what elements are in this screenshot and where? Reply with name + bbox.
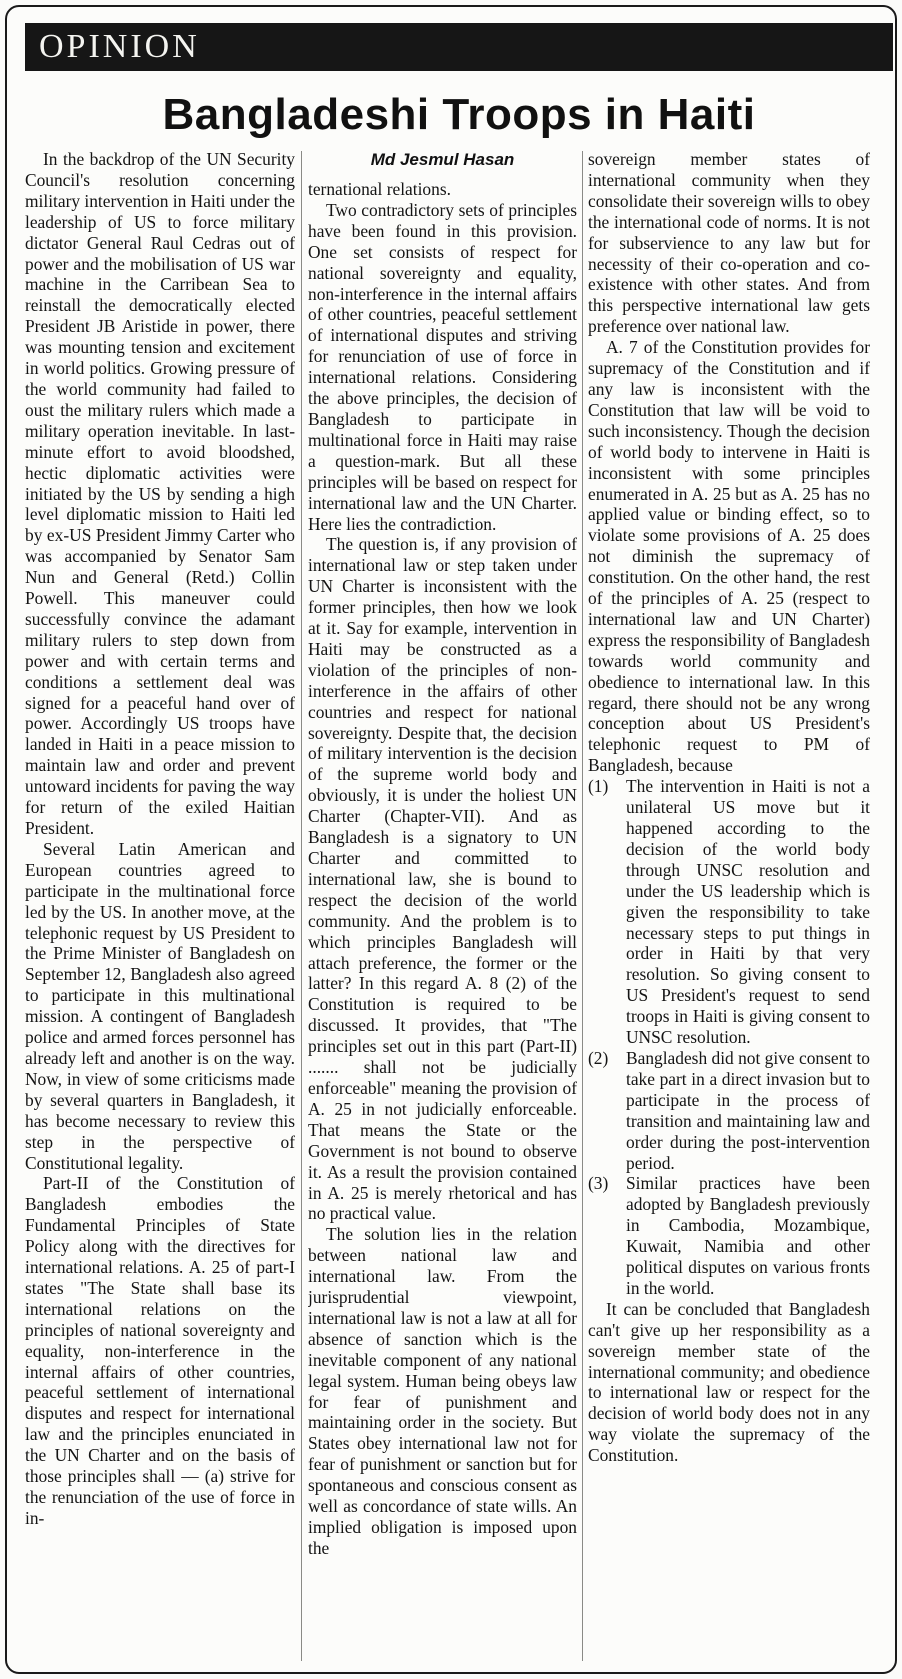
article-byline: Md Jesmul Hasan <box>370 150 515 169</box>
article-paragraph: Two contradictory sets of principles have been found in this provision. One set consists of respect for national sovereignty and equality, non-interference in the internal affairs of other countries, peaceful settlement of international disputes and striving for renunciation of use of force in international relations. Considering the above principles, the decision of Bangladesh to participate in multinational force in Haiti may raise a question-mark. But all these principles will be based on respect for international law and the UN Charter. Here lies the contradiction. <box>308 199 577 534</box>
article-paragraph: Several Latin American and European countries agreed to participate in the multinational force led by the US. In another move, at the telephonic request by US President to the Prime Minister of Bangladesh on September 12, Bangladesh also agreed to participate in this multinational mission. A contingent of Bangladesh police and armed forces personnel has already left and another is on the way. Now, in view of some criticisms made by several quarters in Bangladesh, it has become necessary to review this step in the perspective of Constitutional legality. <box>25 838 295 1173</box>
list-item-text: Bangladesh did not give consent to take part in a direct invasion but to participate in the process of transition and maintaining law and order during the post-intervention period. <box>626 1047 870 1173</box>
article-paragraph: sovereign member states of international community when they consolidate their sovereign wills to obey the international code of norms. It is not for subservience to any law but for necessity of their co-operation and co-existence with other states. And from this perspective international law gets preference over national law. <box>588 149 870 337</box>
article-paragraph: The question is, if any provision of international law or step taken under UN Charter is inconsistent with the former principles, then how we look at it. Say for example, intervention in Haiti may be constructed as a violation of the principles of non-interference in the affairs of other countries and respect for national sovereignty. Despite that, the decision of military intervention is the decision of the supreme world body and obviously, it is under the holiest UN Charter (Chapter-VII). And as Bangladesh is a signatory to UN Charter and committed to international law, she is bound to respect the decision of the world community. And the problem is to which principles Bangladesh will attach preference, the former or the latter? In this regard A. 8 (2) of the Constitution is required to be discussed. It provides, that "The principles set out in this part (Part-II) ....... shall not be judicially enforceable" meaning the provision of A. 25 in not judicially enforceable. That means the State or the Government is not bound to observe it. As a result the provision contained in A. 25 is merely rhetorical and has no practical value. <box>308 534 577 1224</box>
article-headline: Bangladeshi Troops in Haiti <box>162 90 756 139</box>
section-kicker: OPINION <box>39 28 200 65</box>
article-column-1 <box>25 149 295 1667</box>
list-item <box>588 1173 870 1298</box>
article-paragraph: It can be concluded that Bangladesh can't give up her responsibility as a sovereign member state of the international community; and obedience to international law or respect for the decision of world body does not in any way violate the supremacy of the Constitution. <box>588 1298 870 1466</box>
list-item-number: (3) <box>588 1173 609 1194</box>
article-paragraph: A. 7 of the Constitution provides for supremacy of the Constitution and if any law is inconsistent with the Constitution that law will be void to such inconsistency. Though the decision of world body to intervene in Haiti is inconsistent with some principles enumerated in A. 25 but as A. 25 has no applied value or binding effect, so to violate some provisions of A. 25 does not diminish the supremacy of constitution. On the other hand, the rest of the principles of A. 25 (respect to international law and UN Charter) express the responsibility of Bangladesh towards world community and obedience to international law. In this regard, there should not be any wrong conception about US President's telephonic request to PM of Bangladesh, because <box>588 337 870 776</box>
article-column-2 <box>308 149 577 1667</box>
list-item <box>588 1048 870 1173</box>
article-column-3 <box>588 149 870 1667</box>
list-item-text: The intervention in Haiti is not a unilateral US move but it happened according to the decision of the world body through UNSC resolution and under the US leadership which is given the responsibility to take necessary steps to put things in order in Haiti by that very resolution. So giving consent to US President's request to send troops in Haiti is giving consent to UNSC resolution. <box>626 776 870 1048</box>
list-item-number: (2) <box>588 1047 609 1068</box>
article-paragraph: ternational relations. <box>308 179 451 199</box>
article-paragraph: In the backdrop of the UN Security Council's resolution concerning military intervention in Haiti under the leadership of US to force military dictator General Raul Cedras out of power and the mobilisation of US war machine in the Carribean Sea to reinstall the democratically elected President JB Aristide in power, there was mounting tension and excitement in world politics. Growing pressure of the world community had failed to oust the military rulers which made a military operation inevitable. In last-minute effort to avoid bloodshed, hectic diplomatic activities were initiated by the US by sending a high level diplomatic mission to Haiti led by ex-US President Jimmy Carter who was accompanied by Senator Sam Nun and General (Retd.) Collin Powell. This maneuver could successfully convince the adamant military rulers to step down from power and with certain terms and conditions a settlement deal was signed for a peaceful hand over of power. Accordingly US troops have landed in Haiti in a peace mission to maintain law and order and prevent untoward incidents for paving the way for return of the exiled Haitian President. <box>25 149 295 838</box>
list-item-text: Similar practices have been adopted by Bangladesh previously in Cambodia, Mozambique, Kuwait, Namibia and other political disputes on various fronts in the world. <box>626 1173 870 1298</box>
section-banner <box>25 23 893 71</box>
column-rule <box>582 151 583 1661</box>
numbered-list <box>588 776 870 1299</box>
list-item-number: (1) <box>588 776 609 797</box>
article-paragraph: Part-II of the Constitution of Bangladesh embodies the Fundamental Principles of State Policy along with the directives for international relations. A. 25 of part-I states "The State shall base its international relations on the principles of national sovereignty and equality, non-interference in the internal affairs of other countries, peaceful settlement of international disputes and respect for international law and the principles enunciated in the UN Charter and on the basis of those principles shall — (a) strive for the renunciation of the use of force in in- <box>25 1173 295 1528</box>
article-paragraph: The solution lies in the relation between national law and international law. From the jurisprudential viewpoint, international law is not a law at all for absence of sanction which is the inevitable component of any national legal system. Human being obeys law for fear of punishment and maintaining order in the society. But States obey international law not for fear of punishment or sanction but for spontaneous and conscious consent as well as concordance of state wills. An implied obligation is imposed upon the <box>308 1224 577 1558</box>
newspaper-clipping <box>5 5 897 1674</box>
column-rule <box>301 151 302 1661</box>
list-item <box>588 776 870 1048</box>
